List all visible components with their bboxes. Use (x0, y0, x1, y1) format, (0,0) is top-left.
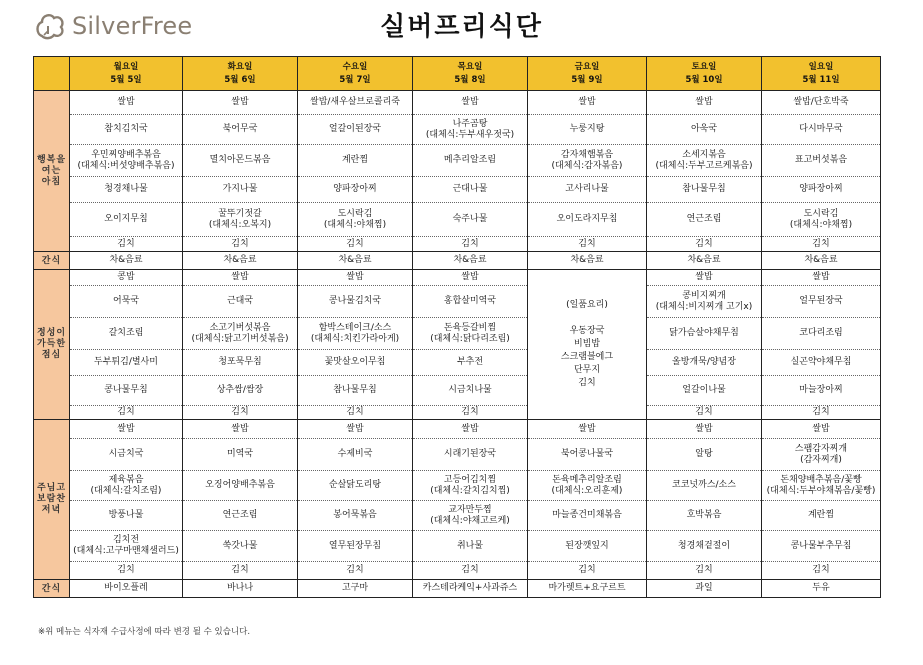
menu-cell: 근대국 (183, 286, 298, 318)
menu-cell: 김치 (413, 562, 528, 580)
snack-cell: 바나나 (183, 580, 298, 598)
page-title: 실버프리식단 (380, 12, 543, 42)
menu-cell: 알탕 (647, 439, 762, 471)
menu-cell: 양파장아찌 (298, 177, 413, 203)
menu-cell: 소세지볶음 (대체식:두부고르케볶음) (647, 145, 762, 177)
day-header (762, 57, 881, 91)
menu-cell: 부추전 (413, 350, 528, 376)
menu-cell: 쌀밥/새우살브로콜리죽 (298, 91, 413, 115)
day-date: 5월 10일 (685, 74, 723, 85)
menu-cell: 청포묵무침 (183, 350, 298, 376)
menu-cell: 김치 (762, 237, 881, 252)
menu-cell: 수제비국 (298, 439, 413, 471)
menu-cell: 돈육등갈비찜 (대체식:닭다리조림) (413, 318, 528, 350)
snack-cell: 차&음료 (413, 252, 528, 270)
weekly-menu-table (33, 56, 881, 598)
day-date: 5월 11일 (802, 74, 840, 85)
menu-cell: 두부튀김/별사미 (70, 350, 183, 376)
menu-cell: 도시락김 (대체식:야채찜) (298, 203, 413, 237)
day-name: 목요일 (457, 61, 483, 72)
snack-cell: 카스테라케익+사과쥬스 (413, 580, 528, 598)
menu-cell: 쌀밥 (183, 91, 298, 115)
menu-cell: 감자채햄볶음 (대체식:감자볶음) (528, 145, 647, 177)
day-date: 5월 9일 (571, 74, 603, 85)
day-name: 수요일 (342, 61, 368, 72)
menu-cell: 김치 (647, 562, 762, 580)
menu-cell: 김치 (528, 237, 647, 252)
menu-cell: 마늘장아찌 (762, 376, 881, 406)
snack-cell: 차&음료 (762, 252, 881, 270)
menu-cell: 연근조림 (183, 501, 298, 531)
menu-cell: 근대나물 (413, 177, 528, 203)
menu-cell: 올방개묵/양념장 (647, 350, 762, 376)
menu-cell: 코다리조림 (762, 318, 881, 350)
menu-cell: 열무된장무침 (298, 531, 413, 562)
menu-cell: 시래기된장국 (413, 439, 528, 471)
day-name: 토요일 (691, 61, 717, 72)
menu-cell: 시금치국 (70, 439, 183, 471)
menu-cell: 오이도라지무침 (528, 203, 647, 237)
day-name: 금요일 (574, 61, 600, 72)
header-corner (34, 57, 70, 91)
day-name: 월요일 (113, 61, 139, 72)
menu-cell: 북어무국 (183, 115, 298, 145)
menu-cell: 아욱국 (647, 115, 762, 145)
menu-cell: 쌀밥 (413, 270, 528, 286)
menu-cell: 숙주나물 (413, 203, 528, 237)
menu-cell: 어묵국 (70, 286, 183, 318)
menu-cell: 가지나물 (183, 177, 298, 203)
menu-cell: 우민찌양배추볶음 (대체식:버섯양배추볶음) (70, 145, 183, 177)
menu-cell: 콩비지찌개 (대체식:비지찌개 고기x) (647, 286, 762, 318)
snack-cell: 차&음료 (70, 252, 183, 270)
menu-cell: 돈채양배추볶음/꽃빵 (대체식:두부야채볶음/꽃빵) (762, 471, 881, 501)
menu-cell: 오이지무침 (70, 203, 183, 237)
menu-cell: 도시락김 (대체식:야채찜) (762, 203, 881, 237)
day-date: 5월 8일 (454, 74, 486, 85)
snack-cell: 차&음료 (528, 252, 647, 270)
menu-cell: 쑥갓나물 (183, 531, 298, 562)
menu-cell: 방풍나물 (70, 501, 183, 531)
menu-cell: 김치 (413, 237, 528, 252)
menu-cell: 쌀밥 (647, 270, 762, 286)
menu-cell: 시금치나물 (413, 376, 528, 406)
menu-cell: 쌀밥 (298, 270, 413, 286)
menu-cell: 홍합살미역국 (413, 286, 528, 318)
menu-cell: 누룽지탕 (528, 115, 647, 145)
day-header (647, 57, 762, 91)
menu-cell: 쌀밥 (647, 91, 762, 115)
menu-cell: 꿀뚜기젓갈 (대체식:오복지) (183, 203, 298, 237)
menu-cell: 청경채겉절이 (647, 531, 762, 562)
menu-cell: 쌀밥 (413, 91, 528, 115)
menu-cell: 교자만두찜 (대체식:야채고르케) (413, 501, 528, 531)
menu-cell: 순살닭도리탕 (298, 471, 413, 501)
menu-cell: 콩나물무침 (70, 376, 183, 406)
menu-cell: 된장깻잎지 (528, 531, 647, 562)
menu-cell: 김치 (183, 562, 298, 580)
menu-cell: 고등어김치찜 (대체식:갈치김치찜) (413, 471, 528, 501)
menu-cell: 함박스테이크/소스 (대체식:치킨가라아게) (298, 318, 413, 350)
menu-cell: 닭가슴살야채무침 (647, 318, 762, 350)
menu-cell: 마늘종건미채볶음 (528, 501, 647, 531)
menu-cell: 메추리알조림 (413, 145, 528, 177)
menu-cell: 실곤약야채무침 (762, 350, 881, 376)
menu-cell: 양파장아찌 (762, 177, 881, 203)
menu-cell: 코코넛까스/소스 (647, 471, 762, 501)
menu-cell: 얼갈이나물 (647, 376, 762, 406)
snack2-label: 간식 (34, 580, 70, 598)
menu-cell: 쌀밥 (183, 270, 298, 286)
day-name: 화요일 (227, 61, 253, 72)
snack-cell: 마가렛트+요구르트 (528, 580, 647, 598)
footnote: ※위 메뉴는 식자재 수급사정에 따라 변경 될 수 있습니다. (38, 627, 251, 637)
menu-cell: 김치 (298, 406, 413, 420)
brand-name: SilverFree (72, 12, 193, 40)
menu-cell: 제육볶음 (대체식:갈치조림) (70, 471, 183, 501)
special-menu-cell: (일품요리) 우동장국 비빔밥 스크램블에그 단무지 김치 (528, 270, 647, 420)
snack-cell: 고구마 (298, 580, 413, 598)
menu-cell: 돈육메추리알조림 (대체식:오리훈제) (528, 471, 647, 501)
lunch-label: 정성이 가득한 점심 (34, 270, 70, 420)
dinner-label: 주님고 보람찬 저녁 (34, 420, 70, 580)
menu-cell: 꽃맛살오이무침 (298, 350, 413, 376)
menu-cell: 스팸감자찌개 (감자찌개) (762, 439, 881, 471)
menu-cell: 고사리나물 (528, 177, 647, 203)
menu-cell: 김치 (762, 406, 881, 420)
menu-cell: 계란찜 (762, 501, 881, 531)
day-date: 5월 7일 (339, 74, 371, 85)
menu-cell: 김치전 (대체식:고구마맨채샐러드) (70, 531, 183, 562)
menu-cell: 다시마무국 (762, 115, 881, 145)
menu-cell: 오징어양배추볶음 (183, 471, 298, 501)
menu-cell: 콩나물부추무침 (762, 531, 881, 562)
menu-cell: 멸치아몬드볶음 (183, 145, 298, 177)
day-date: 5월 5일 (110, 74, 142, 85)
menu-cell: 콩나물김치국 (298, 286, 413, 318)
menu-cell: 참나물무침 (298, 376, 413, 406)
menu-cell: 표고버섯볶음 (762, 145, 881, 177)
menu-cell: 쌀밥 (647, 420, 762, 439)
menu-cell: 쌀밥/단호박죽 (762, 91, 881, 115)
menu-cell: 쌀밥 (762, 270, 881, 286)
menu-cell: 나주곰탕 (대체식:두부새우젓국) (413, 115, 528, 145)
menu-cell: 김치 (70, 406, 183, 420)
menu-cell: 취나물 (413, 531, 528, 562)
menu-cell: 김치 (183, 406, 298, 420)
menu-cell: 갈치조림 (70, 318, 183, 350)
snack1-label: 간식 (34, 252, 70, 270)
menu-cell: 북어콩나물국 (528, 439, 647, 471)
menu-cell: 참치김치국 (70, 115, 183, 145)
menu-cell: 김치 (647, 237, 762, 252)
menu-cell: 미역국 (183, 439, 298, 471)
menu-cell: 김치 (528, 562, 647, 580)
snack-cell: 바이오플레 (70, 580, 183, 598)
menu-cell: 호박볶음 (647, 501, 762, 531)
menu-cell: 김치 (70, 237, 183, 252)
menu-cell: 김치 (413, 406, 528, 420)
menu-cell: 쌀밥 (762, 420, 881, 439)
menu-cell: 쌀밥 (70, 91, 183, 115)
menu-cell: 쌀밥 (298, 420, 413, 439)
menu-cell: 쌀밥 (70, 420, 183, 439)
snack-cell: 차&음료 (183, 252, 298, 270)
day-header (183, 57, 298, 91)
menu-cell: 쌀밥 (528, 91, 647, 115)
day-header (413, 57, 528, 91)
menu-cell: 김치 (183, 237, 298, 252)
menu-cell: 쌀밥 (183, 420, 298, 439)
menu-cell: 연근조림 (647, 203, 762, 237)
menu-cell: 청경채나물 (70, 177, 183, 203)
menu-cell: 김치 (647, 406, 762, 420)
menu-cell: 김치 (70, 562, 183, 580)
snack-cell: 과일 (647, 580, 762, 598)
day-header (70, 57, 183, 91)
menu-cell: 참나물무침 (647, 177, 762, 203)
menu-cell: 소고기버섯볶음 (대체식:닭고기버섯볶음) (183, 318, 298, 350)
menu-cell: 김치 (298, 562, 413, 580)
snack-cell: 차&음료 (298, 252, 413, 270)
breakfast-label: 행복을 여는 아침 (34, 91, 70, 252)
menu-cell: 콩밥 (70, 270, 183, 286)
menu-cell: 얼갈이된장국 (298, 115, 413, 145)
menu-cell: 김치 (298, 237, 413, 252)
menu-cell: 김치 (762, 562, 881, 580)
menu-cell: 얼무된장국 (762, 286, 881, 318)
menu-cell: 봉어묵볶음 (298, 501, 413, 531)
menu-cell: 상추쌈/쌈장 (183, 376, 298, 406)
day-header (298, 57, 413, 91)
day-header (528, 57, 647, 91)
menu-cell: 계란찜 (298, 145, 413, 177)
menu-cell: 쌀밥 (528, 420, 647, 439)
day-date: 5월 6일 (224, 74, 256, 85)
menu-cell: 쌀밥 (413, 420, 528, 439)
day-name: 일요일 (808, 61, 834, 72)
snack-cell: 두유 (762, 580, 881, 598)
snack-cell: 차&음료 (647, 252, 762, 270)
